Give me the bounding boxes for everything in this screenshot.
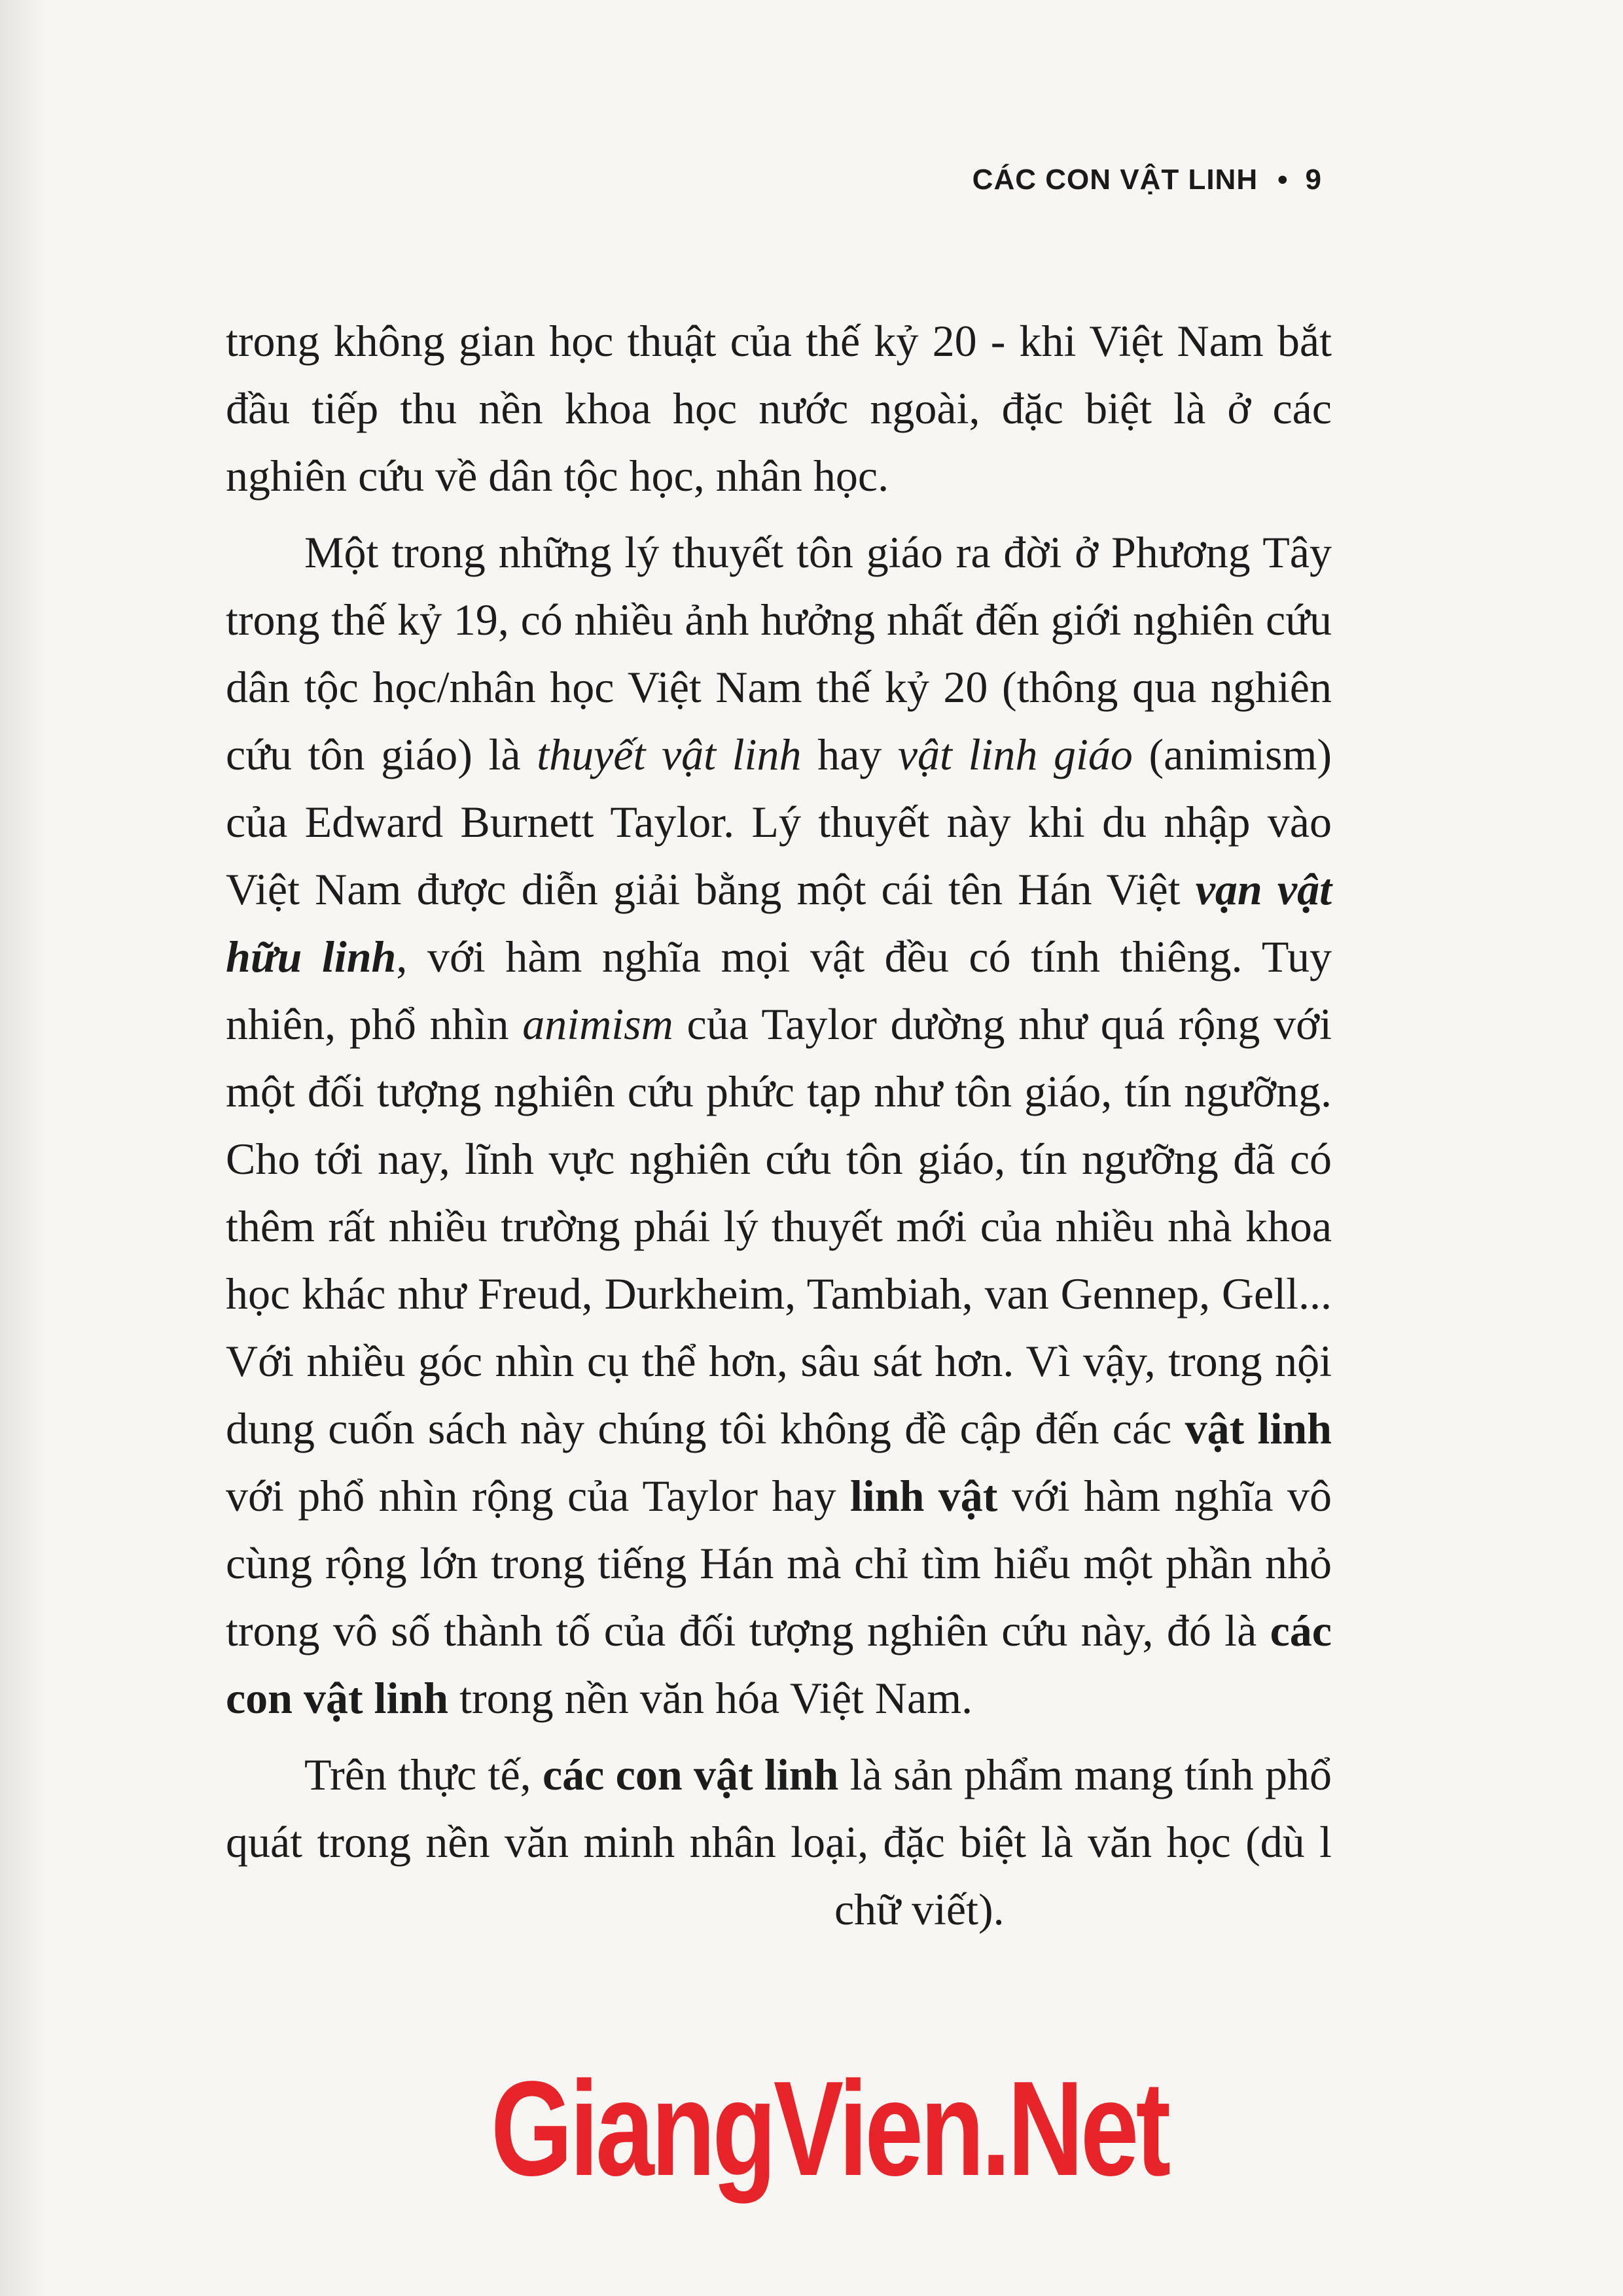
p2-text-6: với phổ nhìn rộng của Taylor hay — [226, 1471, 850, 1521]
p2-bold-vat-linh: vật linh — [1185, 1404, 1332, 1453]
p2-text-5: của Taylor dường như quá rộng với một đối tượng nghiên cứu phức tạp như tôn giáo, tín ngưỡng. Cho tới nay, lĩnh vực nghiên cứu tôn giáo, tín ngưỡng đã có thêm rất nhiều trường phái lý thuyết mới của nhiều nhà khoa học khác như Freud, Durkheim, Tambiah, van Gennep, Gell... Với nhiều góc nhìn cụ thể hơn, sâu sát hơn. Vì vậy, trong nội dung cuốn sách này chúng tôi không đề cập đến các — [226, 999, 1332, 1453]
p2-italic-thuyet-vat-linh: thuyết vật linh — [537, 730, 802, 779]
paragraph-2 — [226, 519, 1332, 1732]
p2-text-1: Một trong những lý thuyết tôn giáo ra đời ở Phương Tây trong thế kỷ 19, có nhiều ảnh hưởng nhất đến giới nghiên cứu dân tộc học/nhân học Việt Nam thế kỷ 20 (thông qua nghiên cứu tôn giáo) là — [226, 527, 1332, 779]
p2-bold-cac-con-vat-linh: các con vật linh — [226, 1606, 1332, 1723]
watermark: GiangVien.Net — [491, 2053, 1168, 2204]
running-header — [972, 164, 1322, 196]
p1-text: trong không gian học thuật của thế kỷ 20 - khi Việt Nam bắt đầu tiếp thu nền khoa học nước ngoài, đặc biệt là ở các nghiên cứu về dân tộc học, nhân học. — [226, 316, 1332, 501]
p3-text-3: chữ viết). — [834, 1884, 1005, 1934]
p2-bold-italic-van-vat-huu-linh: vạn vật hữu linh — [226, 864, 1332, 981]
p2-text-8: trong nền văn hóa Việt Nam. — [448, 1673, 973, 1723]
p2-text-4: , với hàm nghĩa mọi vật đều có tính thiêng. Tuy nhiên, phổ nhìn — [226, 932, 1332, 1049]
p3-bold-cac-con-vat-linh: các con vật linh — [542, 1750, 839, 1799]
p2-text-2: hay — [801, 730, 898, 779]
p2-bold-linh-vat: linh vật — [849, 1471, 998, 1521]
chapter-title: CÁC CON VẬT LINH — [972, 164, 1258, 196]
p2-text-3: (animism) của Edward Burnett Taylor. Lý thuyết này khi du nhập vào Việt Nam được diễn giải bằng một cái tên Hán Việt — [226, 730, 1332, 914]
page-gutter-shadow — [0, 0, 46, 2296]
paragraph-3 — [226, 1741, 1332, 1943]
p3-text-1: Trên thực tế, — [304, 1750, 543, 1799]
page-body-text — [226, 308, 1332, 1952]
header-separator: • — [1277, 164, 1289, 196]
p2-italic-animism: animism — [522, 999, 673, 1049]
p2-text-7: với hàm nghĩa vô cùng rộng lớn trong tiếng Hán mà chỉ tìm hiểu một phần nhỏ trong vô số thành tố của đối tượng nghiên cứu này, đó là — [226, 1471, 1332, 1655]
page-number: 9 — [1305, 164, 1322, 196]
p2-italic-vat-linh-giao: vật linh giáo — [897, 730, 1133, 779]
paragraph-1 — [226, 308, 1332, 510]
p3-text-2: là sản phẩm mang tính phổ quát trong nền văn minh nhân loại, đặc biệt là văn học (dù l — [226, 1750, 1332, 1867]
